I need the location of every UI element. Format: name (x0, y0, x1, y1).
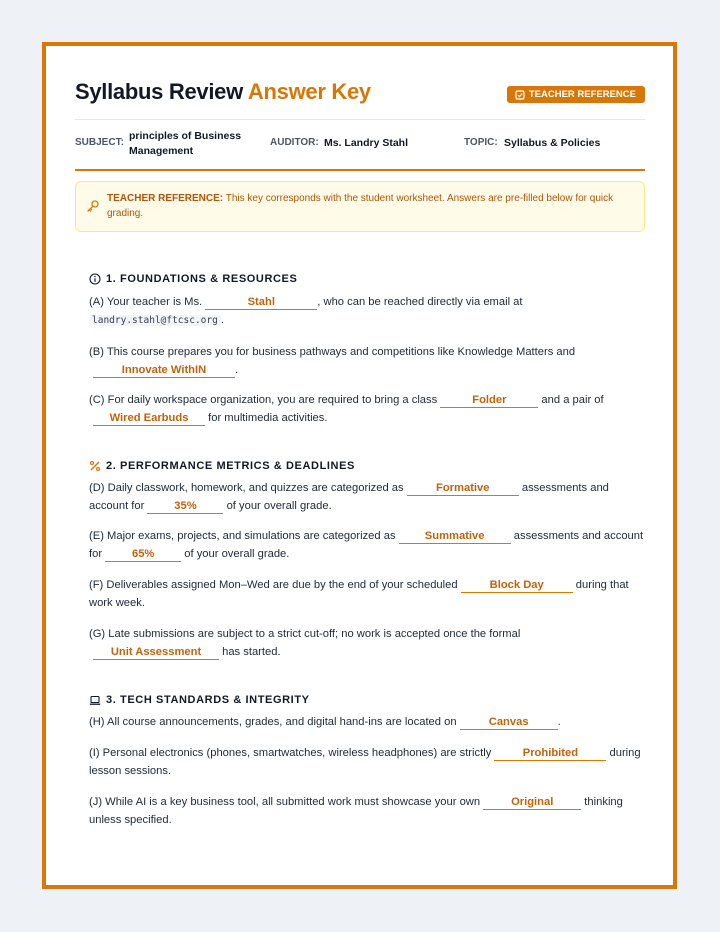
question-e (89, 528, 645, 563)
question-text: . (220, 313, 224, 326)
answer-blank: Summative (399, 529, 511, 544)
percent-icon (89, 460, 101, 472)
question-text: (G) Late submissions are subject to a strict cut-off; no work is accepted once the formal (89, 628, 521, 640)
section-foundations-heading (89, 273, 297, 285)
answer-blank: Folder (440, 393, 538, 408)
question-a (89, 294, 645, 329)
question-text: (B) This course prepares you for business pathways and competitions like Knowledge Matters and (89, 346, 576, 358)
answer-blank: 35% (147, 499, 223, 514)
check-square-icon (515, 90, 525, 100)
divider (75, 119, 645, 120)
answer-blank: Stahl (205, 295, 317, 310)
question-text: during that work week. (89, 579, 629, 609)
page-title (75, 79, 371, 105)
question-text: . (557, 716, 561, 728)
meta-row (75, 128, 645, 162)
question-text: (J) While AI is a key business tool, all submitted work must showcase your own (89, 796, 484, 808)
section-title: 1. FOUNDATIONS & RESOURCES (106, 273, 298, 285)
section-tech-heading (89, 694, 310, 706)
question-text: assessments and account for (89, 530, 644, 560)
teacher-notice (75, 181, 645, 232)
answer-key-sheet (42, 42, 677, 889)
section-title: 2. PERFORMANCE METRICS & DEADLINES (106, 460, 355, 472)
question-text: and a pair of (538, 394, 604, 406)
auditor-label: AUDITOR: (270, 137, 319, 148)
answer-blank: Block Day (461, 578, 573, 593)
question-text: . (235, 363, 239, 376)
question-text: thinking unless specified. (89, 796, 623, 826)
question-i (89, 745, 645, 780)
topic-label: TOPIC: (464, 137, 498, 148)
question-text: , who can be reached directly via email at (317, 296, 523, 308)
title-accent: Answer Key (247, 79, 371, 104)
subject-value: principles of Business Management (129, 130, 242, 157)
question-text: (H) All course announcements, grades, and digital hand-ins are located on (89, 716, 460, 728)
question-text: of your overall grade. (181, 547, 290, 560)
question-text: assessments and account for (89, 482, 609, 512)
section-performance-heading (89, 460, 355, 472)
answer-blank: 65% (105, 547, 181, 562)
subject-label: SUBJECT: (75, 137, 124, 148)
teacher-email: landry.stahl@ftcsc.org (89, 315, 221, 326)
teacher-reference-badge (507, 86, 645, 103)
answer-blank: Unit Assessment (93, 645, 219, 660)
question-text: (E) Major exams, projects, and simulations are categorized as (89, 530, 399, 542)
title-main: Syllabus Review (75, 79, 243, 104)
answer-blank: Wired Earbuds (93, 411, 205, 426)
topic-value: Syllabus & Policies (504, 137, 601, 149)
question-d (89, 480, 645, 515)
info-circle-icon (89, 273, 101, 285)
question-text: has started. (219, 645, 281, 658)
question-text: of your overall grade. (223, 499, 332, 512)
question-f (89, 577, 645, 612)
question-text: (C) For daily workspace organization, you are required to bring a class (89, 394, 441, 406)
answer-blank: Formative (407, 481, 519, 496)
question-text: (A) Your teacher is Ms. (89, 296, 206, 308)
section-title: 3. TECH STANDARDS & INTEGRITY (106, 694, 310, 706)
question-text: during lesson sessions. (89, 747, 641, 777)
answer-blank: Prohibited (494, 746, 606, 761)
notice-text (107, 192, 627, 221)
notice-label: TEACHER REFERENCE: (107, 193, 224, 204)
auditor-value: Ms. Landry Stahl (324, 137, 409, 149)
laptop-icon (89, 694, 101, 706)
question-b (89, 344, 645, 379)
badge-label: TEACHER REFERENCE (528, 89, 636, 100)
question-g (89, 626, 645, 661)
answer-blank: Canvas (460, 715, 558, 730)
answer-blank: Original (483, 795, 581, 810)
key-icon (86, 199, 100, 213)
question-c (89, 392, 645, 427)
question-text: (D) Daily classwork, homework, and quizzes are categorized as (89, 482, 407, 494)
header (75, 79, 645, 109)
orange-divider (75, 169, 645, 171)
question-text: (F) Deliverables assigned Mon–Wed are due by the end of your scheduled (89, 579, 461, 591)
question-h (89, 714, 645, 732)
notice-body: This key corresponds with the student worksheet. Answers are pre-filled below for quick grading. (107, 193, 614, 219)
answer-blank: Innovate WithIN (93, 363, 235, 378)
question-text: (I) Personal electronics (phones, smartwatches, wireless headphones) are strictly (89, 747, 495, 759)
question-j (89, 794, 645, 829)
question-text: for multimedia activities. (205, 411, 328, 424)
